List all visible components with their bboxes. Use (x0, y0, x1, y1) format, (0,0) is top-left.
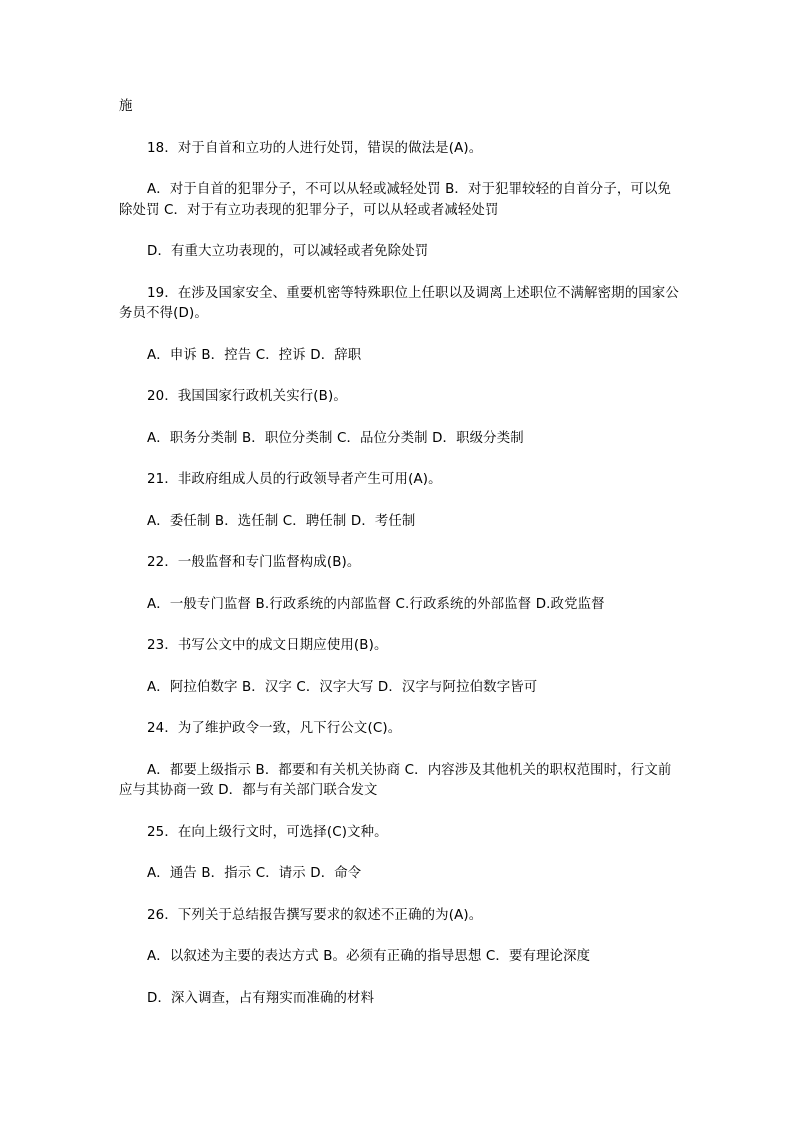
question-19-options: A．申诉 B．控告 C．控诉 D．辞职 (147, 347, 362, 363)
question-21-options: A．委任制 B．选任制 C．聘任制 D．考任制 (147, 513, 416, 529)
question-25-options: A．通告 B．指示 C．请示 D．命令 (147, 866, 362, 881)
question-24-options: A．都要上级指示 B．都要和有关机关协商 C．内容涉及其他机关的职权范围时，行文前应与其协商一致 D．都与有关部门联合发文 (119, 762, 672, 798)
question-26: 26．下列关于总结报告撰写要求的叙述不正确的为(A)。 (147, 907, 483, 923)
question-26-options-abc: A．以叙述为主要的表达方式 B。必须有正确的指导思想 C．要有理论深度 (147, 949, 591, 964)
paragraph-continuation: 施 (119, 99, 133, 114)
question-19: 19．在涉及国家安全、重要机密等特殊职位上任职以及调离上述职位不满解密期的国家公务员不得(D)。 (119, 285, 679, 321)
question-20-options: A．职务分类制 B．职位分类制 C．品位分类制 D．职级分类制 (147, 430, 524, 446)
question-20: 20．我国国家行政机关实行(B)。 (147, 389, 347, 404)
question-22: 22．一般监督和专门监督构成(B)。 (147, 555, 361, 570)
question-23: 23．书写公文中的成文日期应使用(B)。 (147, 638, 388, 653)
question-22-options: A．一般专门监督 B.行政系统的内部监督 C.行政系统的外部监督 D.政党监督 (147, 596, 605, 612)
question-24: 24．为了维护政令一致，凡下行公文(C)。 (147, 721, 402, 736)
question-26-option-d: D．深入调查，占有翔实而准确的材料 (147, 990, 375, 1006)
question-23-options: A．阿拉伯数字 B．汉字 C．汉字大写 D．汉字与阿拉伯数字皆可 (147, 679, 538, 695)
question-21: 21．非政府组成人员的行政领导者产生可用(A)。 (147, 472, 442, 487)
question-25: 25．在向上级行文时，可选择(C)文种。 (147, 824, 388, 840)
question-18-option-d: D．有重大立功表现的，可以减轻或者免除处罚 (147, 244, 429, 259)
question-18: 18．对于自首和立功的人进行处罚，错误的做法是(A)。 (147, 140, 483, 156)
question-18-options-abc: A．对于自首的犯罪分子，不可以从轻或减轻处罚 B．对于犯罪较轻的自首分子，可以免除处罚 C．对于有立功表现的犯罪分子，可以从轻或者减轻处罚 (119, 182, 672, 218)
document-page (119, 97, 681, 1030)
